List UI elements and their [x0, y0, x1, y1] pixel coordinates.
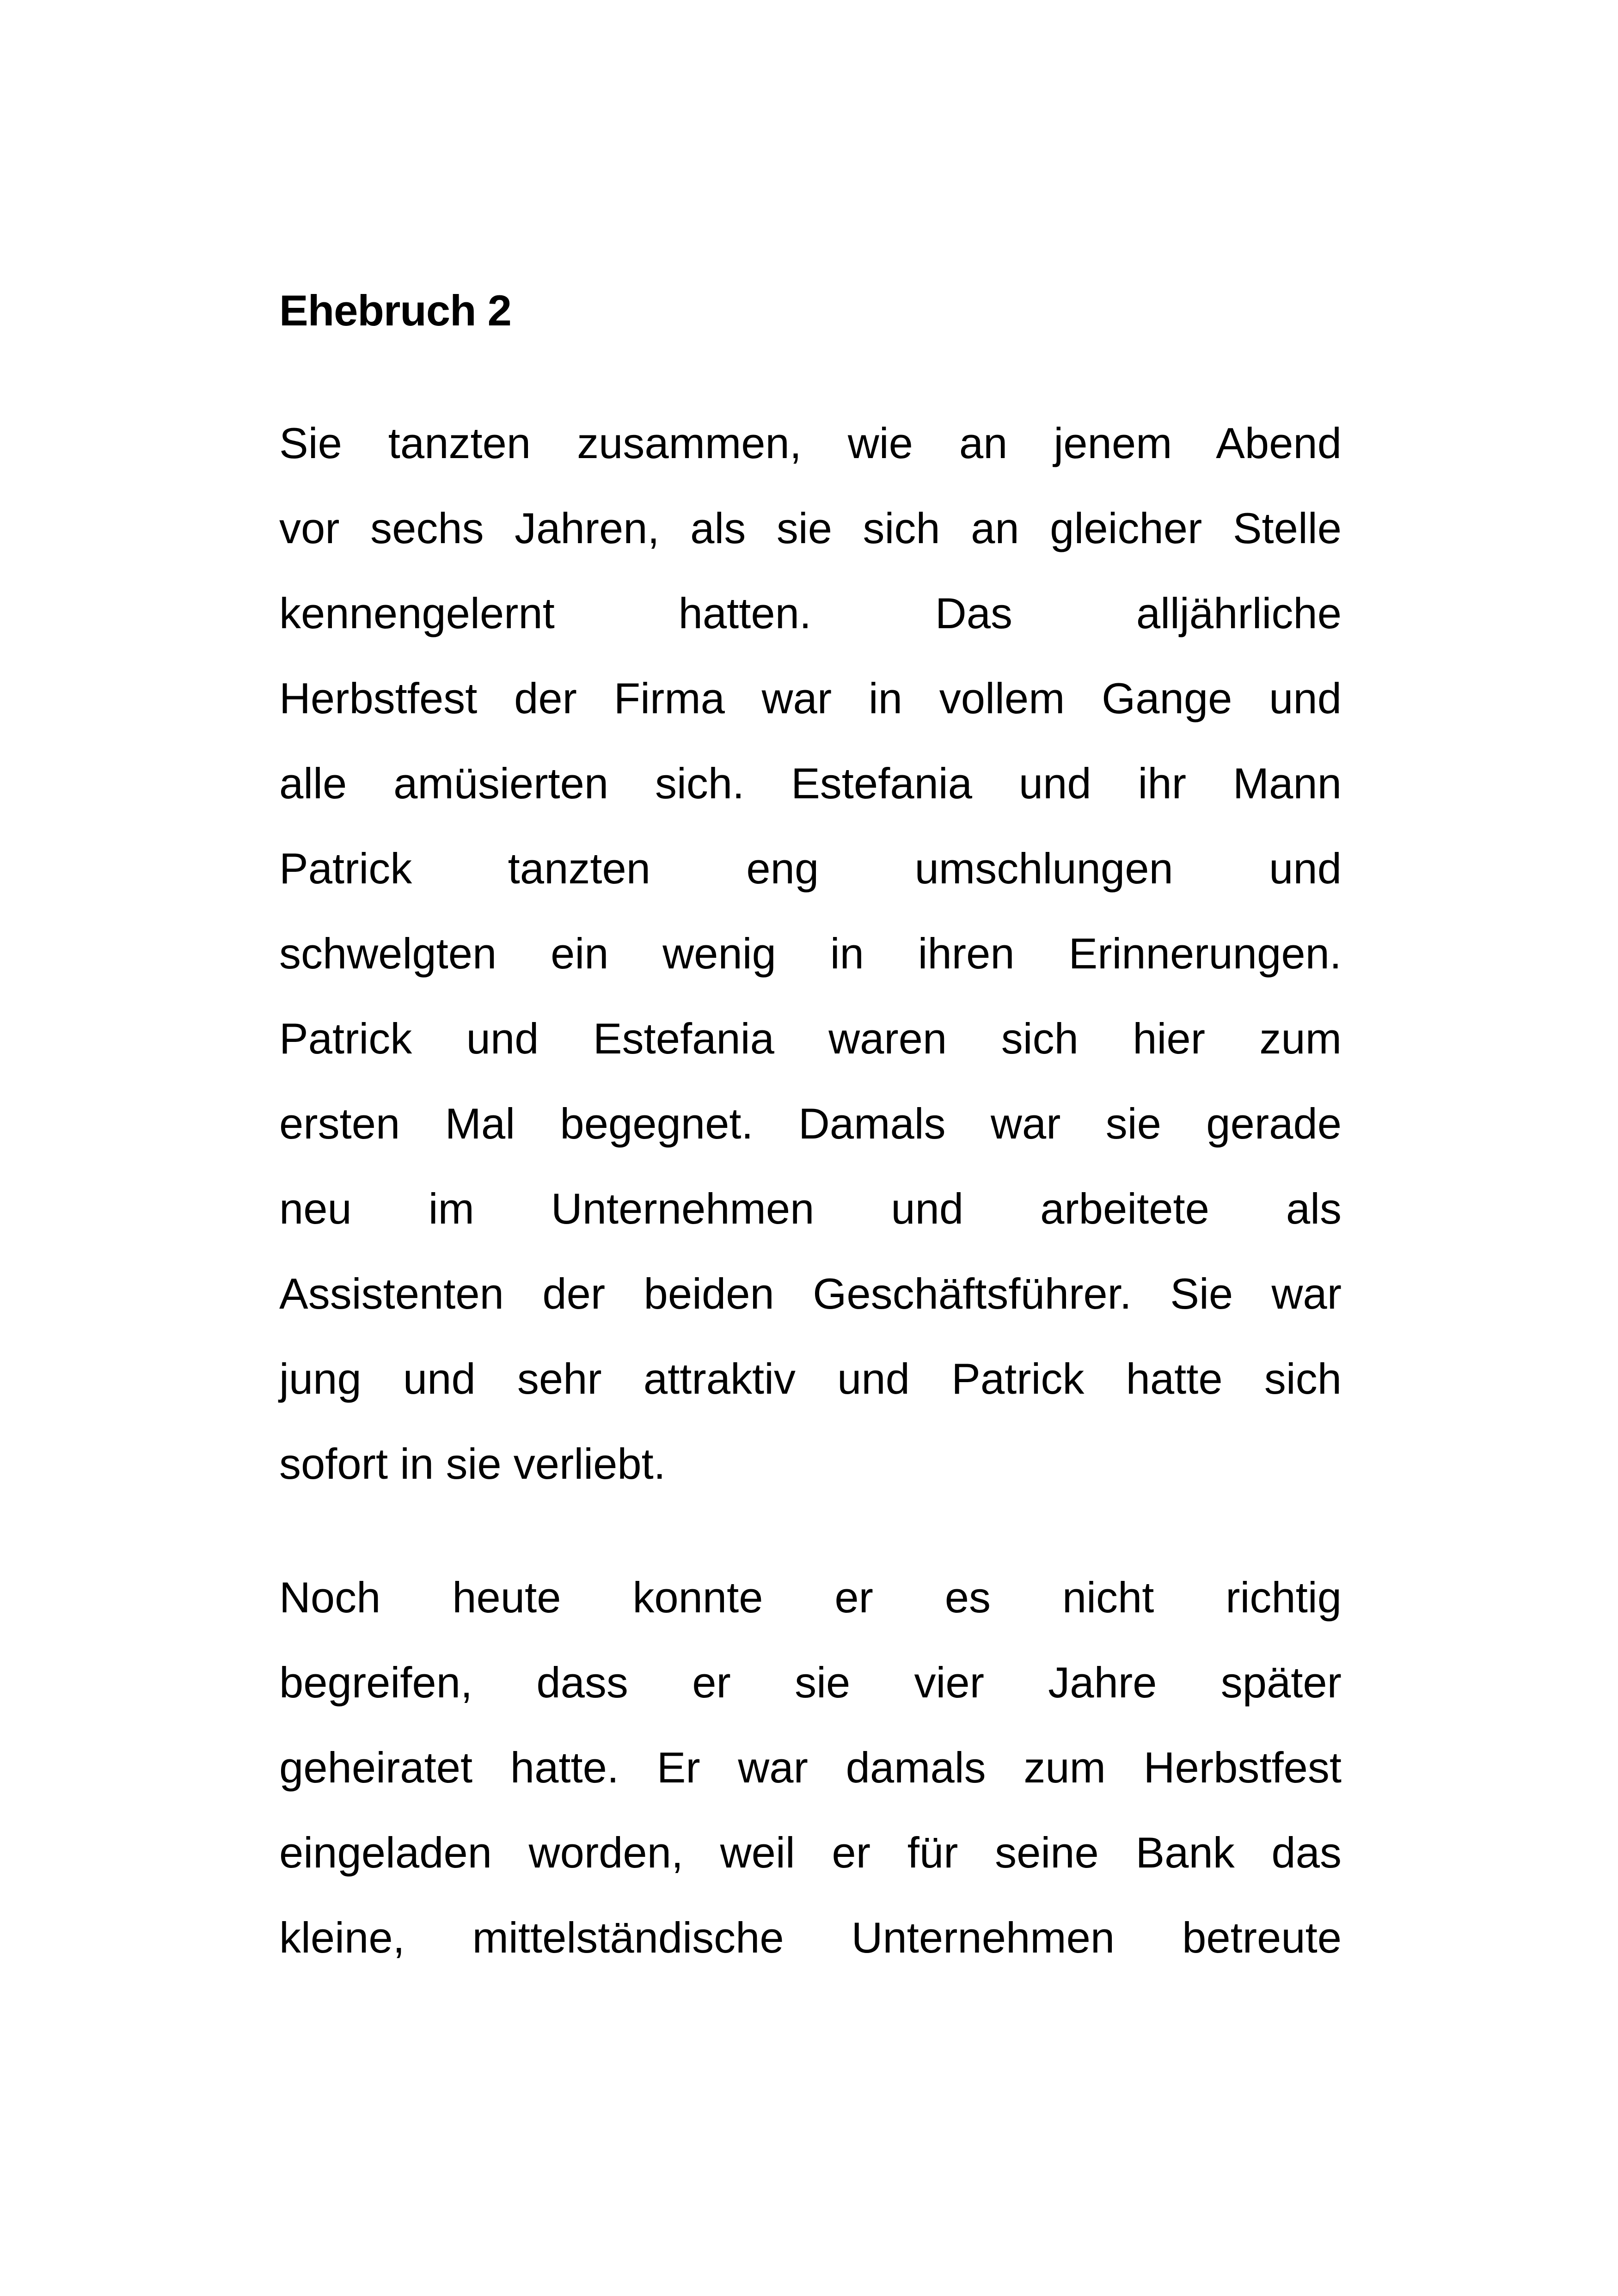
text-line: kennengelernt hatten. Das alljährliche: [279, 589, 1342, 637]
text-line: kleine, mittelständische Unternehmen betreute: [279, 1913, 1342, 1962]
text-line: vor sechs Jahren, als sie sich an gleicher Stelle: [279, 504, 1342, 552]
text-line: schwelgten ein wenig in ihren Erinnerungen.: [279, 929, 1342, 978]
text-line: Noch heute konnte er es nicht richtig: [279, 1573, 1342, 1622]
text-line: neu im Unternehmen und arbeitete als: [279, 1184, 1342, 1233]
text-line: Assistenten der beiden Geschäftsführer. Sie war: [279, 1269, 1342, 1318]
text-line: eingeladen worden, weil er für seine Bank das: [279, 1828, 1342, 1877]
document-title: Ehebruch 2: [279, 286, 511, 335]
text-line: Herbstfest der Firma war in vollem Gange und: [279, 674, 1342, 722]
paragraph-1: [279, 401, 1342, 1506]
text-line: ersten Mal begegnet. Damals war sie gerade: [279, 1099, 1342, 1148]
text-line: Sie tanzten zusammen, wie an jenem Abend: [279, 419, 1342, 467]
text-line: jung und sehr attraktiv und Patrick hatte sich: [279, 1354, 1342, 1403]
text-line: alle amüsierten sich. Estefania und ihr Mann: [279, 759, 1342, 808]
text-line: sofort in sie verliebt.: [279, 1439, 666, 1488]
text-line: begreifen, dass er sie vier Jahre später: [279, 1658, 1342, 1707]
paragraph-2: [279, 1555, 1342, 1980]
text-line: Patrick und Estefania waren sich hier zum: [279, 1014, 1342, 1063]
text-line: Patrick tanzten eng umschlungen und: [279, 844, 1342, 893]
text-line: geheiratet hatte. Er war damals zum Herbstfest: [279, 1743, 1342, 1792]
